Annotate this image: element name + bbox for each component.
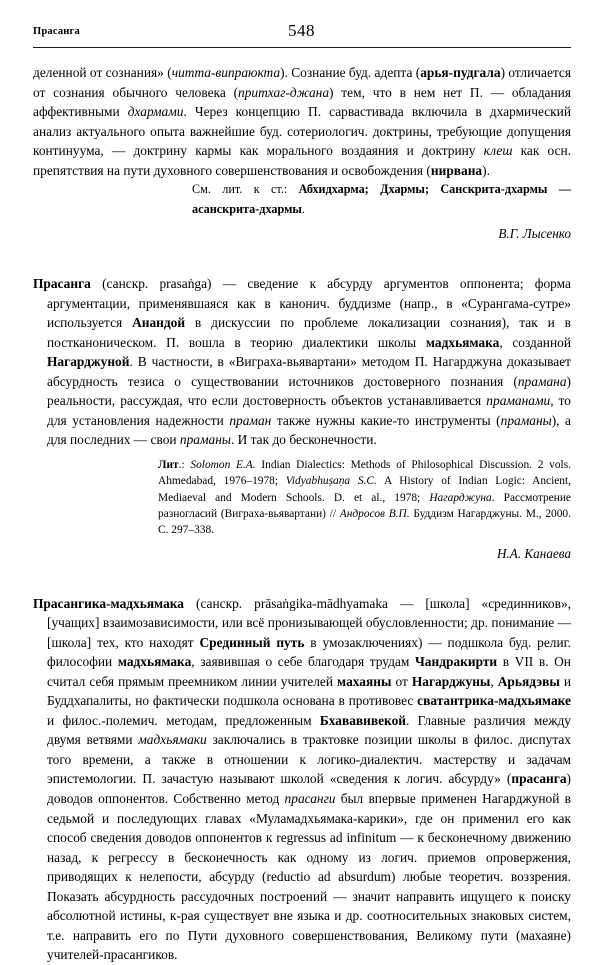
- entry-body-prasanga: Прасанга (санскр. prasaṅga) — сведение к абсурду аргументов оппонента; форма аргументации, применявшаяся как в канонич. буддизме (напр., в «Сурангама-сутре» используется Анандой в дискуссии по проблеме локализации сознания), так и в постканоническом. П. вошла в теорию диалектики школы мадхьямака, созданной Нагарджуной. В частности, в «Виграха-вьявартани» методом П. Нагарджуна доказывает абсурдность тезиса о существовании источников достоверного познания (прамана) реальности, рассуждая, что если достоверность объектов устанавливается праманами, то для установления надежности праман также нужны какие-то инструменты (праманы), а для последних — свои праманы. И так до бесконечности.: [33, 276, 571, 448]
- entry-body-prasangika-madhyamaka: Прасангика-мадхьямака (санскр. prāsaṅgika-mādhyamaka — [школа] «срединников», [учащих] взаимозависимости, или всё пронизывающей обусловленности; др. понимание — [школа] тех, кто находят Срединный путь в умозаключениях) — подшкола буд. религ. философии мадхьямака, заявившая о себе благодаря трудам Чандракирти в VII в. Он считал себя прямым преемником линии учителей махаяны от Нагарджуны, Арьядэвы и Буддхапалиты, но фактически подшкола основана в противовес сватантрика-мадхьямаке и филос.-полемич. методам, предложенным Бхававивекой. Главные различия между двумя ветвями мадхьямаки заключались в трактовке позиции школы в филос. диспутах того времени, а также в отношении к логико-диалектич. мастерству и задачам эпистемологии. П. зачастую называют школой «сведения к логич. абсурду» (прасанга) доводов оппонентов. Собственно метод прасанги был впервые применен Нагарджуной в седьмой и последующих главах «Муламадхьямака-карики», где он применил его как способ сведения доводов оппонентов к regressus ad infinitum — к бесконечному движению назад, к регрессу в бесконечность как одному из логич. приемов опровержения, приводящих к нелепости, абсурду (reductio ad absurdum) любые теоретич. воззрения. Показать абсурдность рассудочных построений — значит направить ищущего к поиску абсолютной истины, к-рая существует вне языка и др. соотносительных знаковых систем, т.е. направить его по Пути духовного совершенствования, Великому пути (махаяне) учителей-прасангиков.: [33, 595, 571, 963]
- text-column: [33, 48, 571, 965]
- running-head: [33, 21, 570, 44]
- see-also-reference: См. лит. к ст.: Абхидхарма; Дхармы; Санскрита-дхармы — асанскрита-дхармы.: [192, 182, 571, 216]
- entry-author-kanaeva: Н.А. Канаева: [496, 545, 571, 561]
- entry-body-prasanga-continued: деленной от сознания» (читта-випраюкта). Сознание буд. адепта (арья-пудгала) отличается от сознания обычного человека (притхаг-джана) тем, что в нем нет П. — обладания аффективными дхармами. Через концепцию П. сарвастивада включила в дхармический анализ актуального опыта важнейшие буд. сотериологич. доктрины, требующие допущения континуума, — доктрину кармы как морального воздаяния и доктрину клеш как осн. препятствия на пути духовного совершенствования и освобождения (нирвана).: [33, 65, 572, 178]
- running-head-title: Прасанга: [33, 26, 80, 37]
- page-number: 548: [288, 21, 315, 40]
- entry-author-lysenko: В.Г. Лысенко: [498, 226, 571, 242]
- encyclopedia-page: [0, 21, 600, 963]
- entry-bibliography-prasanga: Лит.: Solomon E.A. Indian Dialectics: Methods of Philosophical Discussion. 2 vols. Ahmedabad, 1976–1978; Vidyabhuṣaṇa S.C. A History of Indian Logic: Ancient, Mediaeval and Modern Schools. D. et al., 1978; Нагарджуна. Рассмотрение разногласий (Виграха-вьявартани) // Андросов В.П. Буддизм Нагарджуны. М., 2000. С. 297–338.: [158, 459, 572, 537]
